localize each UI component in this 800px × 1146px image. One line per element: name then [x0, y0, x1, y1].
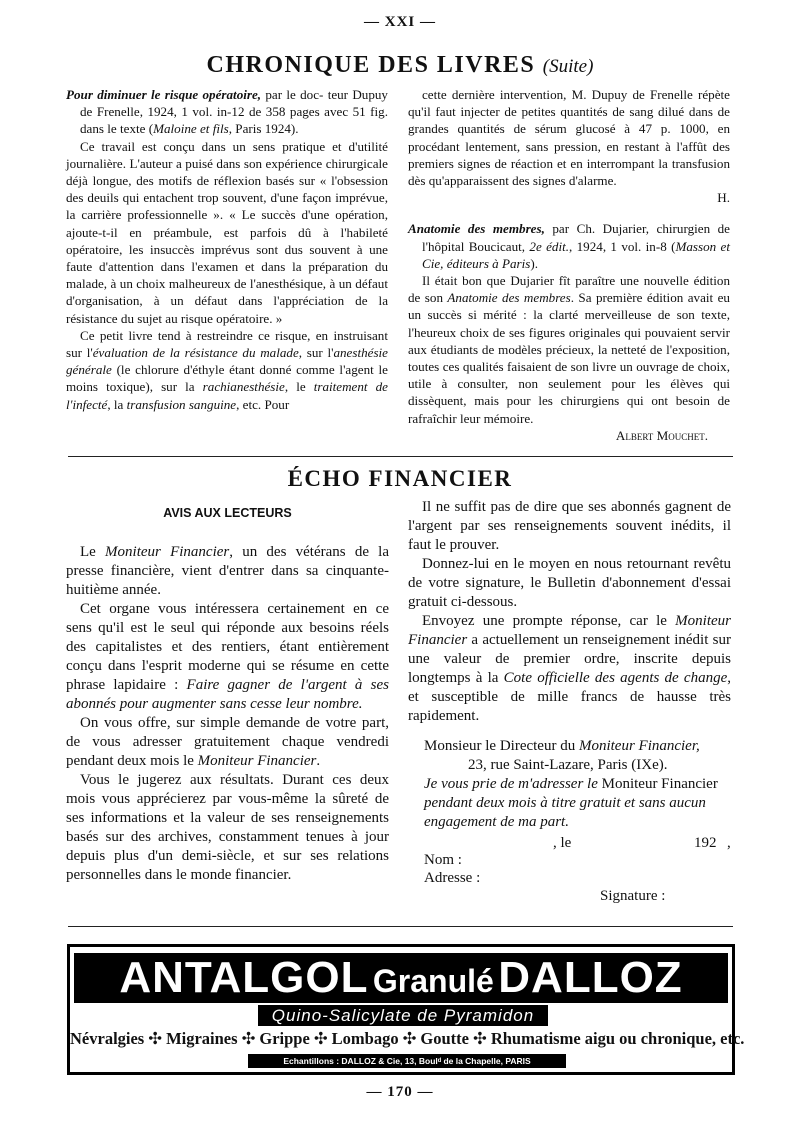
echo-paragraph [66, 714, 389, 771]
text-run: Moniteur Financier [408, 613, 731, 648]
ad-item: Névralgies [70, 1029, 145, 1048]
review-column-left [66, 86, 388, 413]
page-number-roman: — XXI — [363, 14, 436, 30]
section-title-text: CHRONIQUE DES LIVRES [206, 52, 536, 78]
text-run: , et susceptible de mille francs de hausse très rapidement. [408, 670, 731, 724]
text-run: , 1924, 1 vol. in-8 ( [569, 238, 676, 254]
text-run: transfusion sanguine [126, 396, 237, 412]
divider [68, 456, 733, 457]
text-run: Je vous prie de m'adresser le [424, 776, 598, 792]
ad-headline [74, 953, 728, 1003]
review-title: Anatomie des membres, [408, 221, 545, 237]
ad-granule: Granulé [372, 963, 494, 999]
text-run: Moniteur Financier [105, 544, 230, 560]
text-run: . Sa première édition avait eu un succès si mérité : la clarté merveilleuse de son texte, l'heureux choix de ses figures originales qui pouvaient servir aux étudiants de modèles précieux, la netteté de l'exposition, toutes ces qualités faisaient de son livre un ouvrage de choix, utile à consulter, non seulement pour les élèves qui dissèquent, mais pour les chirurgiens qui ont besoin de rafraîchir leur mémoire. [408, 290, 730, 426]
ad-item: Migraines [166, 1029, 238, 1048]
text-run: évaluation de la résistance du malade [92, 345, 299, 361]
ad-footer: Echantillons : DALLOZ & Cie, 13, Boulᵈ de la Chapelle, PARIS [248, 1054, 566, 1068]
text-run: ). [530, 255, 539, 271]
text-run: Faire gagner de l'argent à ses abonnés pour augmenter sans cesse leur nombre. [66, 677, 389, 712]
review-citation-l1: par le doc- [261, 87, 324, 102]
text-run: , le [284, 379, 314, 395]
echo-paragraph [408, 612, 731, 726]
text-run: , un des vétérans de la presse financière, vient d'entrer dans sa cinquante-huitième année. [66, 544, 390, 598]
text-run: Moniteur Financier, [578, 738, 700, 754]
text-run: Moniteur Financier [197, 753, 317, 769]
review-paragraph: cette dernière intervention, M. Dupuy de Frenelle répète qu'il faut injecter de petites quantités de sang dilué dans de grandes quantités de sérum glucosé à 47 p. 1000, en procédant lentement, sans pression, en restant à l'affût des premiers signes de réaction et en interrompant la transfusion dès qu'apparaissent des signes d'alarme. [408, 87, 730, 189]
page-number: — 170 — [366, 1084, 434, 1100]
review-citation-l4: Paris 1924). [235, 121, 299, 137]
star-icon: ✣ [313, 1029, 328, 1048]
form-line: pendant deux mois à titre gratuit et sans aucun engagement de ma part. [424, 795, 706, 830]
ad-maker: DALLOZ [498, 953, 683, 1002]
text-run: a actuellement un renseignement inédit sur une valeur de premier ordre, inscrite depuis longtemps à la [408, 632, 731, 686]
echo-column-right [408, 498, 731, 726]
echo-paragraph: Donnez-lui en le moyen en nous retournant revêtu de votre signature, le Bulletin d'abonnement d'essai gratuit ci-dessous. [408, 556, 731, 610]
text-run: 2e édit. [529, 238, 570, 254]
section-title-suffix: (Suite) [542, 56, 594, 77]
review-signature: Albert Mouchet. [615, 427, 708, 443]
text-run: anesthésie générale [66, 345, 388, 378]
ad-subtitle: Quino-Salicylate de Pyramidon [258, 1005, 548, 1026]
star-icon: ✣ [148, 1029, 163, 1048]
text-run: Cet organe vous intéressera certainement en ce sens qu'il est le seul qui réponde aux besoins réels des capitalistes et des rentiers, étant entièrement conçu dans l'esprit moderne qui se résume en cette phrase lapidaire : [66, 601, 389, 693]
star-icon: ✣ [402, 1029, 417, 1048]
ad-item: Rhumatisme aigu ou chronique, etc. [490, 1029, 745, 1048]
echo-paragraph [66, 543, 389, 600]
text-run: . [316, 753, 321, 769]
form-field-nom[interactable]: Nom : [424, 852, 462, 868]
text-run: Ce petit livre tend à restreindre ce risque, en instruisant sur l' [66, 327, 388, 361]
echo-paragraph: Il ne suffit pas de dire que ses abonnés gagnent de l'argent par ses renseignements souvent inédits, il faut le prouver. [408, 499, 731, 553]
text-run: Le [80, 544, 106, 560]
review-citation [408, 220, 730, 272]
review-column-right [408, 86, 730, 444]
review-title: Pour diminuer le risque opératoire, [66, 87, 262, 102]
text-run: Moniteur Financier [597, 776, 718, 792]
review-paragraph: Ce travail est conçu dans un sens pratique et d'utilité journalière. L'auteur a puisé dans son expérience chirurgicale déjà longue, des motifs de réflexion basés sur « l'obsession des deuils qui entachent trop souvent, d'une façon imprévue, la carrière professionnelle ». « Le succès d'une opération, ajoute-t-il en préambule, est parfois dû à l'habileté opératoire, les insuccès imprévus sont dus souvent à une faute d'attention dans l'examen et dans la préparation du malade, à un choix malheureux de l'anesthésique, à un défaut d'organisation, à un défaut dans l'appréciation de la résistance du sujet au risque opératoire. » [66, 138, 388, 326]
form-line [424, 775, 744, 794]
text-run: Cote officielle des agents de change [503, 670, 728, 686]
text-run: , la [107, 396, 127, 412]
review-paragraph [408, 272, 730, 427]
subscription-form-address [424, 737, 744, 832]
advertisement-antalgol [67, 944, 745, 1075]
form-field-adresse[interactable]: Adresse : [424, 870, 481, 886]
text-run: (le chlorure d'éthyle étant donné comme l'agent le moins toxique), sur la [66, 362, 388, 395]
avis-heading: AVIS AUX LECTEURS [163, 506, 292, 520]
text-run: , sur l' [298, 345, 334, 361]
echo-column-left [66, 504, 389, 885]
review-publisher: Maloine et fils [153, 121, 229, 137]
text-run: Monsieur le Directeur du [424, 738, 579, 754]
review-paragraph [66, 327, 388, 413]
review-citation-l2: teur Dupuy de Frenelle, 1924, 1 vol. in-12 de [80, 87, 388, 120]
echo-paragraph [66, 600, 389, 714]
text-run: par Ch. Dujarier, chirurgien de l'hôpital Boucicaut, [422, 221, 730, 254]
divider [68, 926, 733, 927]
star-icon: ✣ [472, 1029, 487, 1048]
review-citation: Pour diminuer le risque opératoire, par le doc- teur Dupuy de Frenelle, 1924, 1 vol. in-12 de 358 pages avec 51 fig. dans le texte (Maloine et fils, Paris 1924). [66, 87, 388, 137]
form-date-year: 192 [694, 835, 717, 851]
text-run: traitement de l'infecté [66, 379, 388, 412]
review-initial: H. [717, 190, 730, 206]
form-line [424, 737, 744, 756]
text-run: Envoyez une prompte réponse, car le [422, 613, 676, 629]
star-icon: ✣ [241, 1029, 256, 1048]
ad-item: Grippe [259, 1029, 310, 1048]
form-date-comma: , [727, 835, 731, 851]
echo-financier-title: ÉCHO FINANCIER [287, 466, 513, 491]
ad-item: Goutte [420, 1029, 469, 1048]
text-run: Il était bon que Dujarier fît paraître une nouvelle édition de son [408, 273, 730, 306]
ad-brand: ANTALGOL [119, 953, 369, 1002]
ad-indications [70, 1029, 745, 1049]
form-date-le: , le [553, 835, 572, 851]
review-citation-l3: 358 pages avec 51 fig. dans le texte ( [80, 104, 388, 137]
text-run: , etc. Pour [236, 396, 290, 412]
form-field-signature[interactable]: Signature : [600, 888, 666, 904]
text-run: On vous offre, sur simple demande de votre part, de vous adresser gratuitement chaque vendredi pendant deux mois le [66, 715, 389, 769]
echo-paragraph: Vous le jugerez aux résultats. Durant ces deux mois vous apprécierez par vous-même la sûreté de ses informations et la valeur de ses renseignements basés sur des archives, constamment tenues à jour depuis plus d'un demi-siècle, et sur ses relations personnelles dans le monde financier. [66, 772, 389, 883]
review-publisher: Masson et Cie, éditeurs à Paris [422, 238, 730, 271]
text-run: Anatomie des membres [447, 290, 571, 306]
form-line: 23, rue Saint-Lazare, Paris (IXe). [468, 757, 668, 773]
text-run: rachianesthésie [202, 379, 285, 395]
ad-item: Lombago [331, 1029, 399, 1048]
section-title-chronique [0, 52, 800, 79]
